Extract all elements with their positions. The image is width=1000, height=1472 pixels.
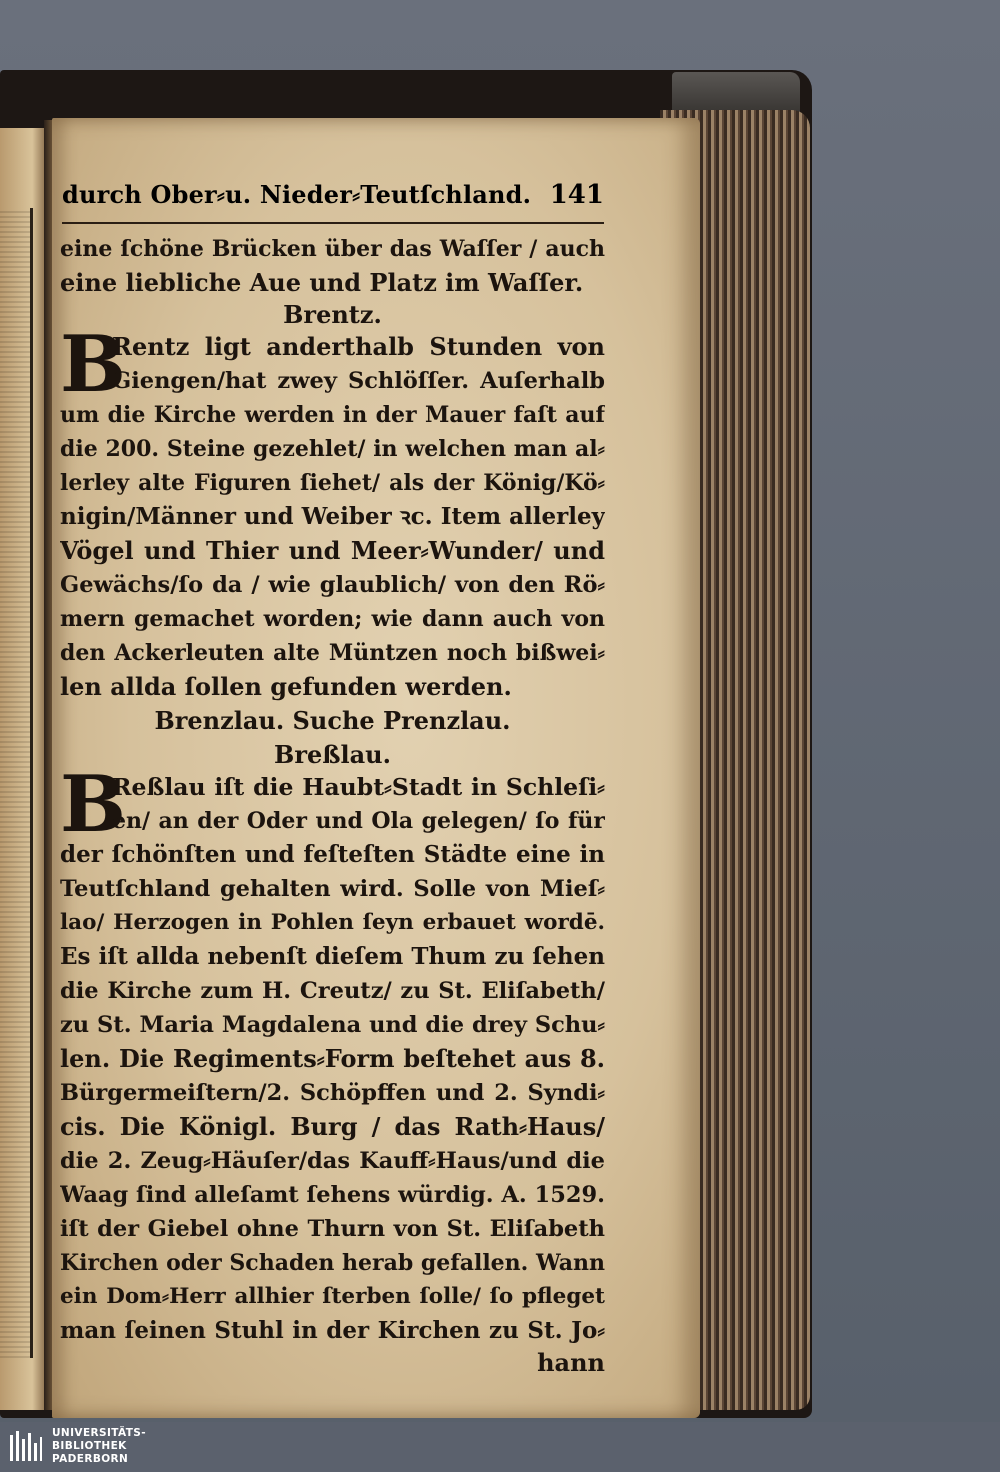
text-line: Teutſchland gehalten wird. Solle von Mieſ⸗ xyxy=(60,876,605,902)
text-line: Rentz ligt anderthalb Stunden von xyxy=(112,332,605,361)
text-line: cis. Die Königl. Burg / das Rath⸗Haus/ xyxy=(60,1112,605,1141)
text-line: Reßlau iſt die Haubt⸗Stadt in Schleſi⸗ xyxy=(112,773,605,801)
logo-line: BIBLIOTHEK xyxy=(52,1440,127,1452)
text-line: en/ an der Oder und Ola gelegen/ ſo für xyxy=(112,808,605,834)
library-logo-icon xyxy=(8,1429,44,1465)
catchword: hann xyxy=(537,1348,605,1377)
text-line: die Kirche zum H. Creutz/ zu St. Eliſabeth/ xyxy=(60,978,605,1004)
text-line: Giengen/hat zwey Schlöſſer. Auſerhalb xyxy=(112,368,605,394)
text-line: man ſeinen Stuhl in der Kirchen zu St. Jo⸗ xyxy=(60,1317,605,1344)
text-line: die 2. Zeug⸗Häuſer/das Kauff⸗Haus/und die xyxy=(60,1148,605,1174)
text-line: lerley alte Figuren ſiehet/ als der König/Kö⸗ xyxy=(60,470,605,496)
text-line: Gewächs/ſo da / wie glaublich/ von den Rö⸗ xyxy=(60,572,605,598)
text-line: len. Die Regiments⸗Form beſtehet aus 8. xyxy=(60,1044,605,1073)
running-head-title: durch Ober⸗u. Nieder⸗Teutſchland. xyxy=(62,180,532,209)
engraving-fragment xyxy=(0,208,33,1358)
text-line: den Ackerleuten alte Müntzen noch bißwei⸗ xyxy=(60,640,605,666)
text-line: ein Dom⸗Herr allhier ſterben ſolle/ ſo pfleget xyxy=(60,1284,605,1309)
library-logo-text xyxy=(52,1427,146,1466)
footer-bar xyxy=(0,1422,1000,1472)
text-line: iſt der Giebel ohne Thurn von St. Eliſabeth xyxy=(60,1216,605,1242)
cross-reference-heading: Brenzlau. Suche Prenzlau. xyxy=(154,706,511,735)
text-line: Waag ſind alleſamt ſehens würdig. A. 1529. xyxy=(60,1182,605,1208)
text-line: eine liebliche Aue und Platz im Waſſer. xyxy=(60,268,584,297)
text-line: zu St. Maria Magdalena und die drey Schu⸗ xyxy=(60,1012,605,1038)
text-line: die 200. Steine gezehlet/ in welchen man al⸗ xyxy=(60,436,605,462)
page-number: 141 xyxy=(549,180,604,210)
text-line: Es iſt allda nebenſt dieſem Thum zu ſehen xyxy=(60,943,605,970)
section-heading: Breßlau. xyxy=(274,740,391,769)
drop-initial: B xyxy=(60,319,126,410)
logo-line: UNIVERSITÄTS- xyxy=(52,1427,147,1439)
text-line: Bürgermeiſtern/2. Schöpffen und 2. Syndi⸗ xyxy=(60,1080,605,1106)
text-line: eine ſchöne Brücken über das Waſſer / auch xyxy=(60,236,605,262)
text-line: len allda ſollen gefunden werden. xyxy=(60,672,512,701)
logo-line: PADERBORN xyxy=(52,1453,129,1465)
section-heading: Brentz. xyxy=(283,300,382,329)
text-line: Kirchen oder Schaden herab gefallen. Wann xyxy=(60,1250,605,1276)
text-line: mern gemachet worden; wie dann auch von xyxy=(60,606,605,632)
drop-initial: B xyxy=(60,759,126,850)
text-line: um die Kirche werden in der Mauer faſt auf xyxy=(60,402,605,428)
facing-page xyxy=(0,128,46,1410)
text-line: nigin/Männer und Weiber ꝛc. Item allerley xyxy=(60,503,605,530)
text-line: der ſchönſten und feſteſten Städte eine in xyxy=(60,841,605,868)
text-line: Vögel und Thier und Meer⸗Wunder/ und xyxy=(60,536,605,565)
running-head xyxy=(62,180,604,224)
text-line: lao/ Herzogen in Pohlen ſeyn erbauet wordē. xyxy=(60,910,605,935)
